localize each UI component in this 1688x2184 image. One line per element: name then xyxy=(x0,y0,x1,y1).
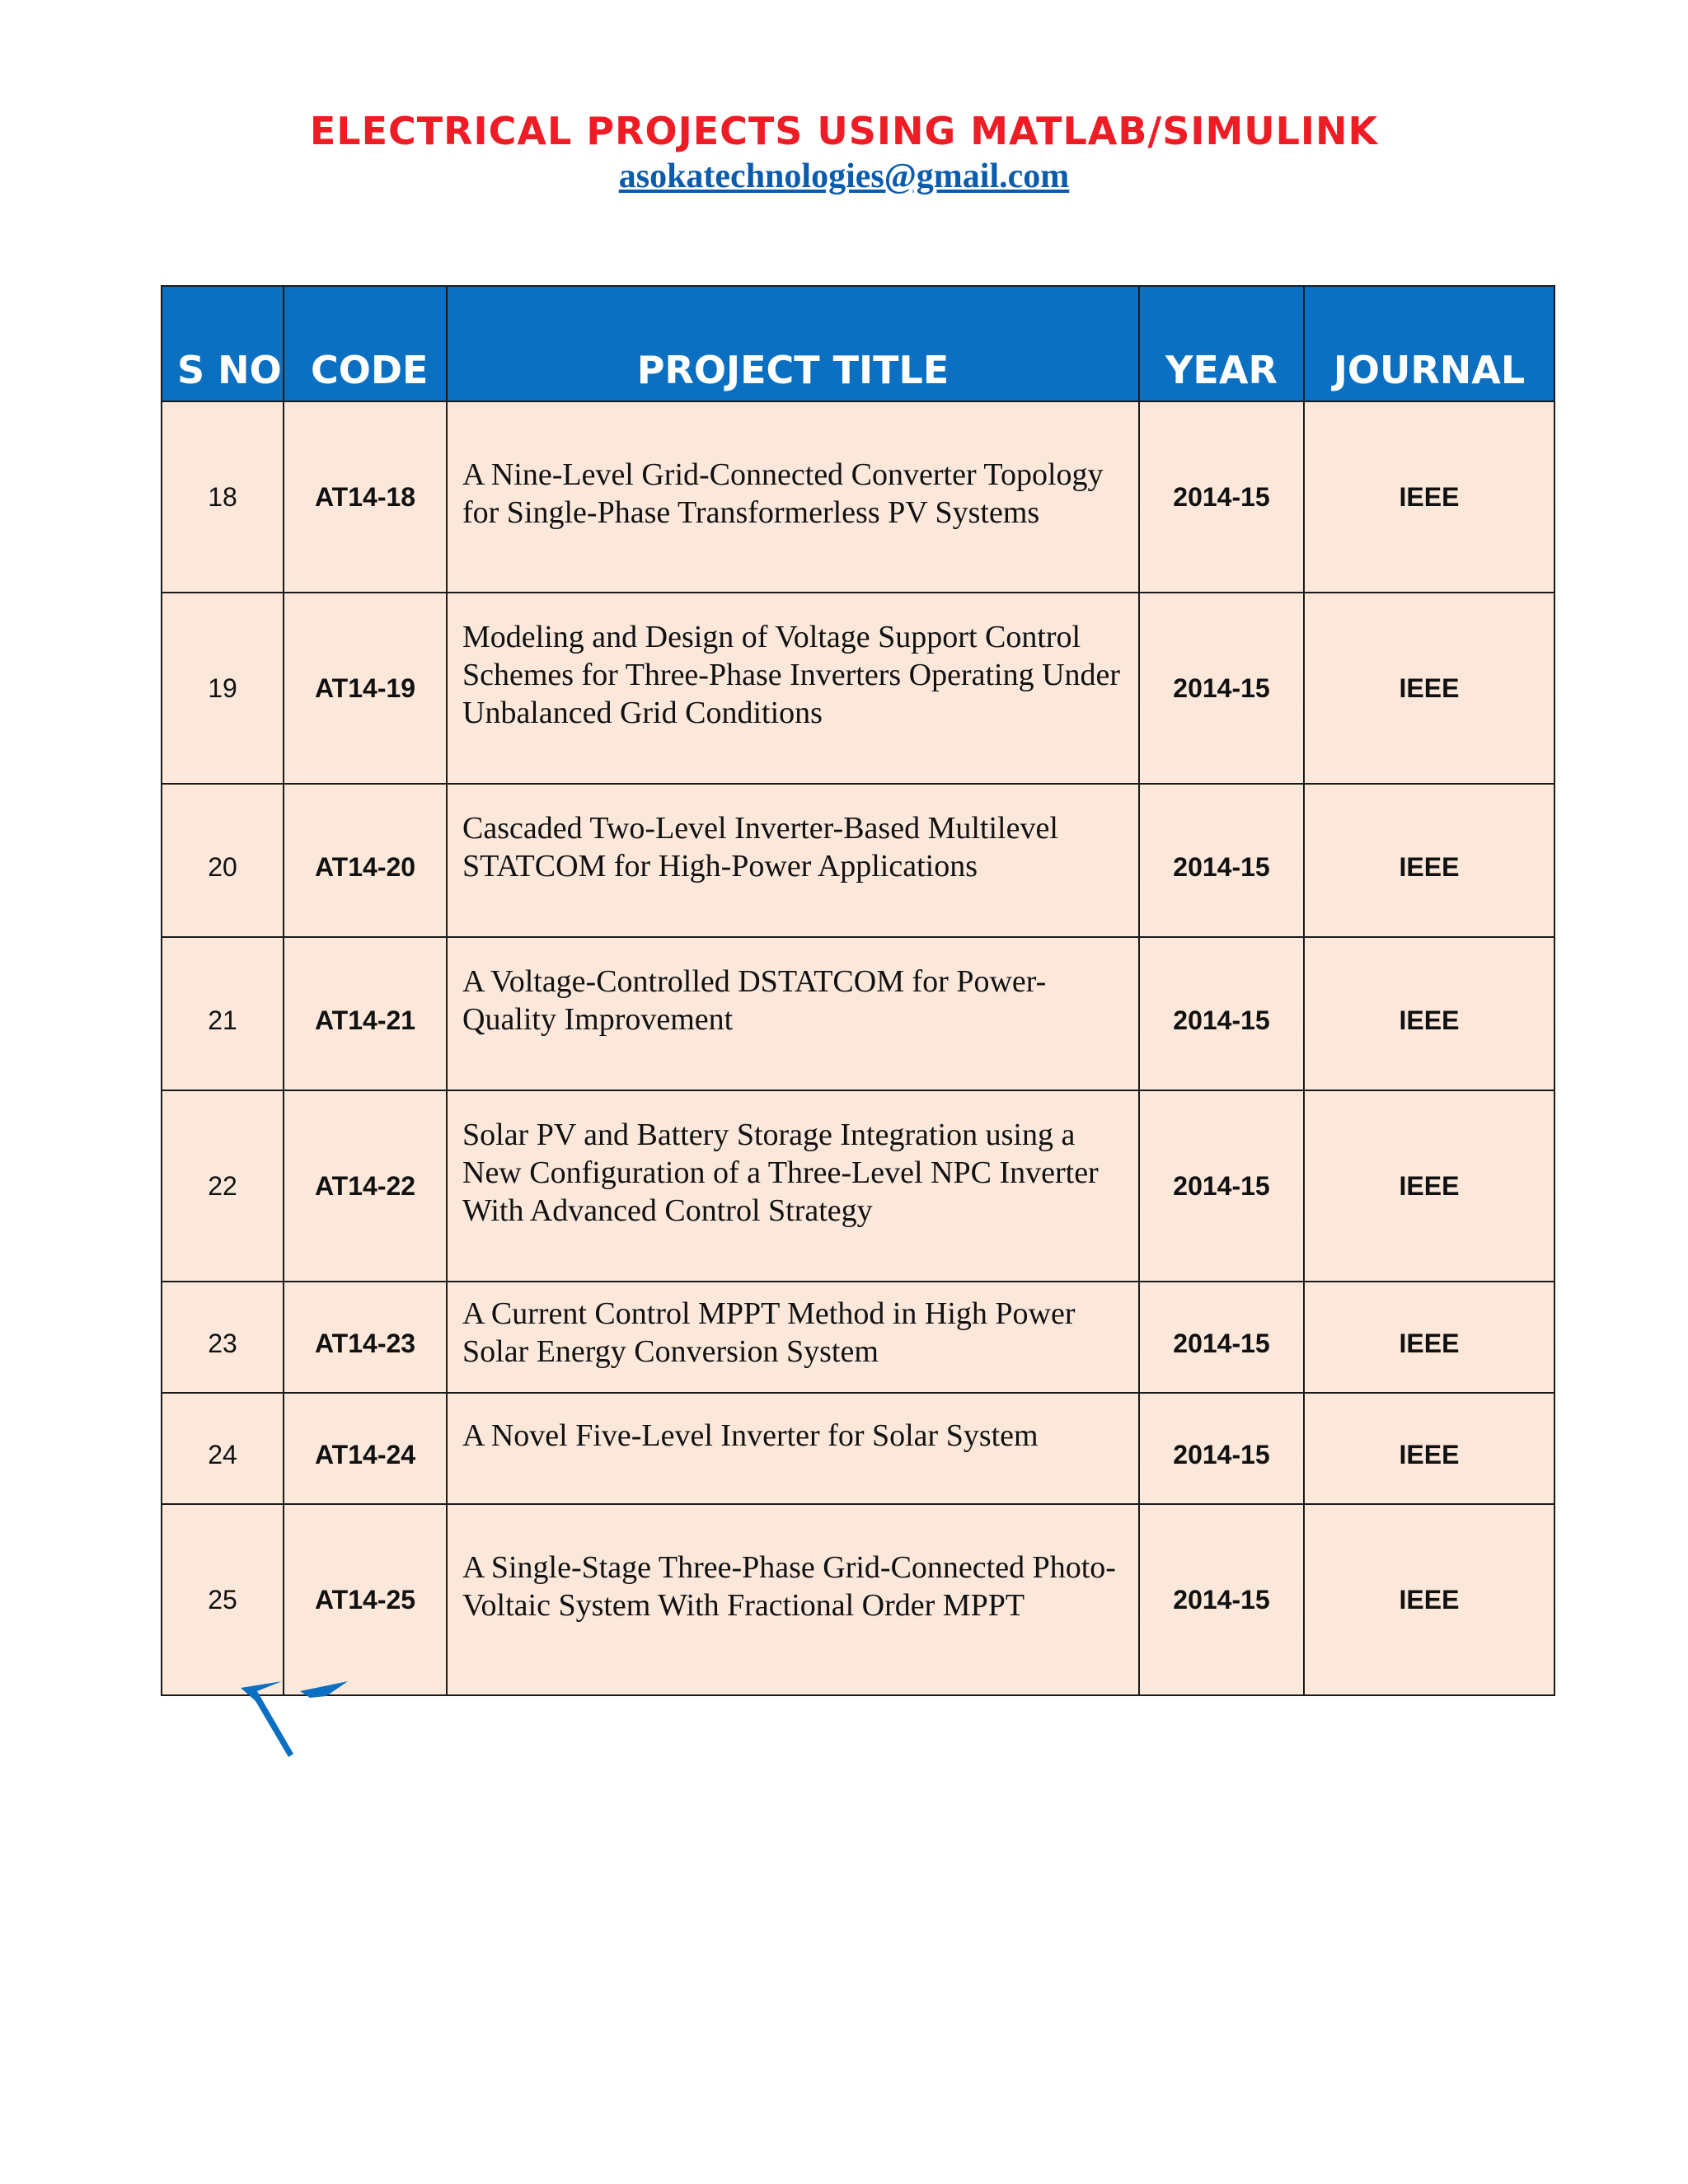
cell-year: 2014-15 xyxy=(1139,593,1304,784)
table-row xyxy=(162,593,1554,784)
cell-code: AT14-22 xyxy=(284,1090,447,1282)
cell-code: AT14-18 xyxy=(284,401,447,593)
cell-project-title xyxy=(447,1393,1139,1504)
table-row xyxy=(162,1282,1554,1393)
cell-project-title xyxy=(447,1282,1139,1393)
cell-journal: IEEE xyxy=(1304,1090,1554,1282)
code-text: AT14-20 xyxy=(314,851,416,882)
cell-sno: 19 xyxy=(162,593,284,784)
cell-project-title xyxy=(447,1090,1139,1282)
cell-journal: IEEE xyxy=(1304,593,1554,784)
cell-project-title xyxy=(447,784,1139,937)
cell-year xyxy=(1139,1282,1304,1393)
cell-journal: IEEE xyxy=(1304,1504,1554,1695)
journal-text: IEEE xyxy=(1399,851,1460,882)
table-row xyxy=(162,401,1554,593)
sno-text: 20 xyxy=(208,851,237,882)
cell-code xyxy=(284,784,447,937)
cell-year: 2014-15 xyxy=(1139,401,1304,593)
cell-journal xyxy=(1304,784,1554,937)
sno-text: 21 xyxy=(208,1005,237,1035)
cell-journal xyxy=(1304,1393,1554,1504)
arrow-shape-right xyxy=(300,1681,348,1698)
year-text: 2014-15 xyxy=(1173,1329,1270,1358)
cell-code: AT14-19 xyxy=(284,593,447,784)
blue-arrow-decoration xyxy=(241,1681,356,1764)
cell-journal xyxy=(1304,1282,1554,1393)
cell-project-title xyxy=(447,1504,1139,1695)
year-text: 2014-15 xyxy=(1173,1440,1270,1469)
header-project-title: PROJECT TITLE xyxy=(447,286,1139,401)
cell-year: 2014-15 xyxy=(1139,1504,1304,1695)
table-row xyxy=(162,937,1554,1090)
project-title-text: Cascaded Two-Level Inverter-Based Multilevel STATCOM for High-Power Applications xyxy=(462,811,1058,883)
cell-year: 2014-15 xyxy=(1139,1090,1304,1282)
sno-text: 23 xyxy=(208,1329,237,1358)
arrow-shape-left xyxy=(241,1681,293,1757)
project-title-text: Solar PV and Battery Storage Integration using a New Configuration of a Three-Level NPC Inverter With Advanced Control Strategy xyxy=(462,1118,1099,1228)
cell-project-title xyxy=(447,401,1139,593)
cell-sno: 18 xyxy=(162,401,284,593)
table-row xyxy=(162,1393,1554,1504)
project-title-text: A Voltage-Controlled DSTATCOM for Power-Quality Improvement xyxy=(462,964,1047,1037)
table-row xyxy=(162,784,1554,937)
journal-text: IEEE xyxy=(1399,1329,1460,1358)
cell-code xyxy=(284,1282,447,1393)
year-text: 2014-15 xyxy=(1173,1005,1270,1035)
table-row xyxy=(162,1504,1554,1695)
projects-table xyxy=(161,285,1555,1696)
header-code: CODE xyxy=(284,286,447,401)
page-title: ELECTRICAL PROJECTS USING MATLAB/SIMULINK xyxy=(309,109,1379,153)
project-title-text: A Nine-Level Grid-Connected Converter Topology for Single-Phase Transformerless PV Systems xyxy=(462,457,1104,530)
code-text: AT14-21 xyxy=(314,1005,416,1035)
cell-project-title xyxy=(447,593,1139,784)
email-link[interactable]: asokatechnologies@gmail.com xyxy=(618,157,1070,195)
cell-year xyxy=(1139,1393,1304,1504)
cell-project-title xyxy=(447,937,1139,1090)
journal-text: IEEE xyxy=(1399,1005,1460,1035)
cell-year xyxy=(1139,784,1304,937)
project-title-text: A Single-Stage Three-Phase Grid-Connected Photo-Voltaic System With Fractional Order MPPT xyxy=(462,1550,1116,1623)
cell-journal xyxy=(1304,937,1554,1090)
cell-sno xyxy=(162,937,284,1090)
header-year: YEAR xyxy=(1139,286,1304,401)
header-sno: S NO xyxy=(162,286,284,401)
cell-code xyxy=(284,937,447,1090)
project-title-text: A Current Control MPPT Method in High Power Solar Energy Conversion System xyxy=(462,1296,1076,1369)
cell-sno xyxy=(162,1393,284,1504)
cell-sno: 22 xyxy=(162,1090,284,1282)
project-title-text: A Novel Five-Level Inverter for Solar System xyxy=(462,1418,1039,1453)
table-header-row xyxy=(162,286,1554,401)
cell-code: AT14-25 xyxy=(284,1504,447,1695)
cell-year xyxy=(1139,937,1304,1090)
table-row xyxy=(162,1090,1554,1282)
journal-text: IEEE xyxy=(1399,1440,1460,1469)
cell-sno xyxy=(162,784,284,937)
cell-journal: IEEE xyxy=(1304,401,1554,593)
code-text: AT14-23 xyxy=(314,1329,416,1358)
cell-code xyxy=(284,1393,447,1504)
sno-text: 24 xyxy=(208,1440,237,1469)
cell-sno xyxy=(162,1282,284,1393)
cell-sno: 25 xyxy=(162,1504,284,1695)
header-journal: JOURNAL xyxy=(1304,286,1554,401)
code-text: AT14-24 xyxy=(314,1440,416,1469)
year-text: 2014-15 xyxy=(1173,851,1270,882)
project-title-text: Modeling and Design of Voltage Support Control Schemes for Three-Phase Inverters Operating Under Unbalanced Grid Conditions xyxy=(462,620,1121,730)
